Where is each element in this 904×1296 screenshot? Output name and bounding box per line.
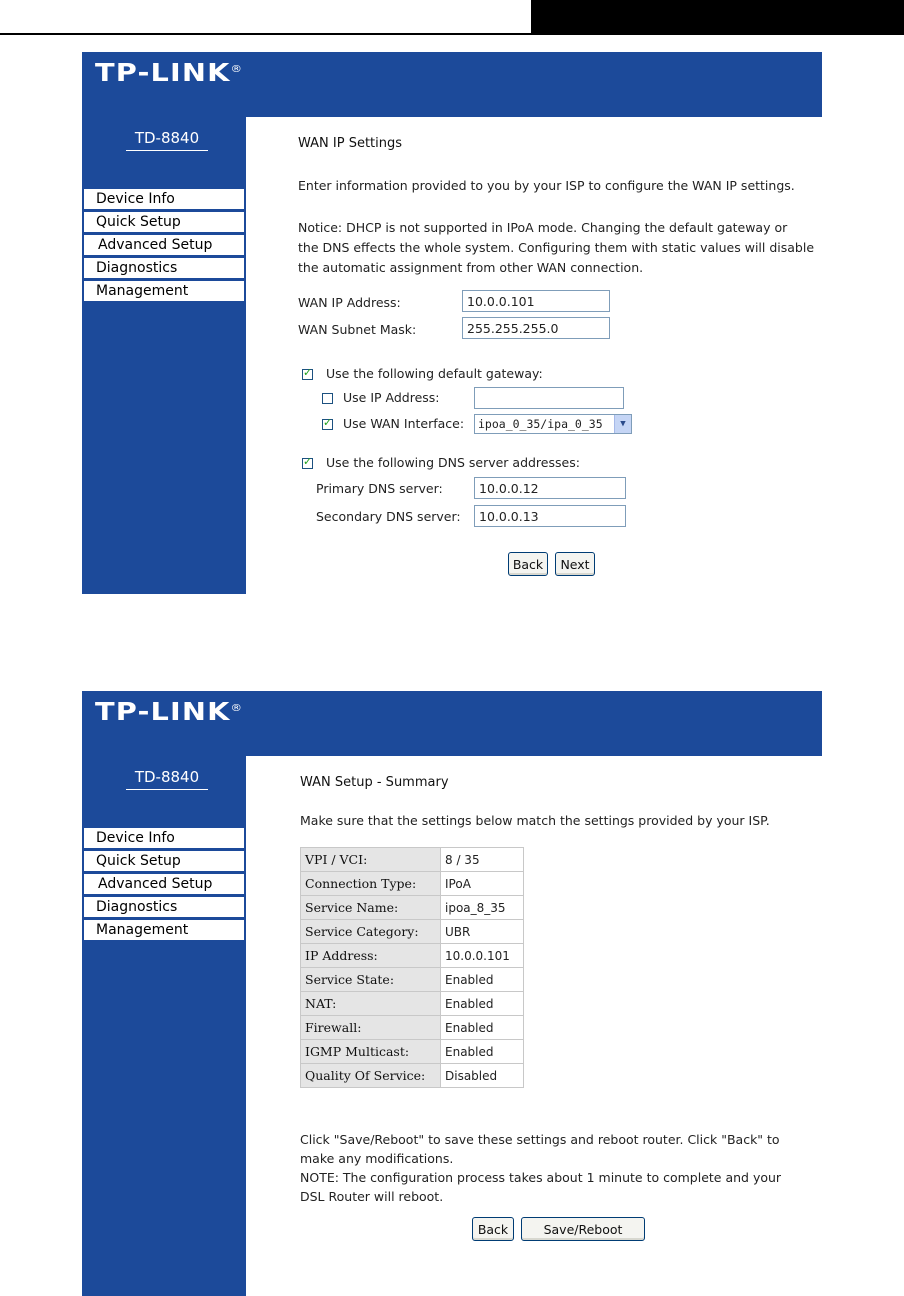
summary-value: Enabled (441, 1016, 524, 1040)
wan-ip-input[interactable] (462, 290, 610, 312)
nav-quick-setup[interactable]: Quick Setup (84, 851, 244, 871)
table-row (301, 920, 524, 944)
nav-device-info[interactable]: Device Info (84, 828, 244, 848)
table-row (301, 896, 524, 920)
summary-key: Service State: (301, 968, 441, 992)
nav-quick-setup[interactable]: Quick Setup (84, 212, 244, 232)
dns-server-label: Use the following DNS server addresses: (326, 455, 580, 470)
wan-ip-label: WAN IP Address: (298, 295, 401, 310)
summary-key: NAT: (301, 992, 441, 1016)
page-title: WAN Setup - Summary (300, 775, 449, 790)
secondary-dns-input[interactable] (474, 505, 626, 527)
tp-link-logo: TP-LINK® (95, 697, 244, 726)
sidebar-nav (84, 828, 244, 943)
wan-interface-select[interactable]: ipoa_0_35/ipa_0_35 ▼ (474, 414, 632, 434)
sidebar (82, 117, 246, 594)
content-area (246, 756, 822, 1296)
summary-value: Disabled (441, 1064, 524, 1088)
summary-key: Quality Of Service: (301, 1064, 441, 1088)
nav-diagnostics[interactable]: Diagnostics (84, 897, 244, 917)
table-row (301, 968, 524, 992)
summary-key: IGMP Multicast: (301, 1040, 441, 1064)
table-row (301, 848, 524, 872)
secondary-dns-label: Secondary DNS server: (316, 509, 461, 524)
use-ip-address-checkbox[interactable] (322, 393, 333, 404)
table-row (301, 1064, 524, 1088)
model-name: TD-8840 (126, 129, 208, 151)
summary-value: ipoa_8_35 (441, 896, 524, 920)
nav-device-info[interactable]: Device Info (84, 189, 244, 209)
summary-key: VPI / VCI: (301, 848, 441, 872)
nav-diagnostics[interactable]: Diagnostics (84, 258, 244, 278)
sidebar (82, 756, 246, 1296)
summary-key: IP Address: (301, 944, 441, 968)
summary-value: Enabled (441, 992, 524, 1016)
summary-key: Firewall: (301, 1016, 441, 1040)
summary-value: Enabled (441, 968, 524, 992)
nav-advanced-setup[interactable]: Advanced Setup (84, 874, 244, 894)
primary-dns-label: Primary DNS server: (316, 481, 443, 496)
sidebar-nav (84, 189, 244, 304)
table-row (301, 992, 524, 1016)
content-area (246, 117, 822, 594)
table-row (301, 1040, 524, 1064)
summary-key: Service Category: (301, 920, 441, 944)
dns-server-checkbox[interactable] (302, 458, 313, 469)
footer-note: Click "Save/Reboot" to save these settings and reboot router. Click "Back" to make any modifications. NOTE: The configuration process takes about 1 minute to complete and your DSL Router will reboot. (300, 1132, 782, 1204)
primary-dns-input[interactable] (474, 477, 626, 499)
nav-management[interactable]: Management (84, 920, 244, 940)
subnet-mask-input[interactable] (462, 317, 610, 339)
table-row (301, 872, 524, 896)
use-ip-address-label: Use IP Address: (343, 390, 440, 405)
use-wan-interface-label: Use WAN Interface: (343, 416, 465, 431)
document-header-bar (531, 0, 904, 35)
wan-ip-settings-screen (82, 52, 822, 594)
intro-text: Make sure that the settings below match the settings provided by your ISP. (300, 813, 770, 828)
save-reboot-button[interactable]: Save/Reboot (521, 1217, 645, 1241)
model-name: TD-8840 (126, 768, 208, 790)
tp-link-logo: TP-LINK® (95, 58, 244, 87)
chevron-down-icon[interactable]: ▼ (614, 415, 631, 433)
default-gateway-checkbox[interactable] (302, 369, 313, 380)
summary-value: 8 / 35 (441, 848, 524, 872)
default-gateway-label: Use the following default gateway: (326, 366, 543, 381)
nav-management[interactable]: Management (84, 281, 244, 301)
summary-value: 10.0.0.101 (441, 944, 524, 968)
subnet-mask-label: WAN Subnet Mask: (298, 322, 417, 337)
gateway-ip-input[interactable] (474, 387, 624, 409)
summary-table (300, 847, 524, 1088)
summary-key: Connection Type: (301, 872, 441, 896)
table-row (301, 1016, 524, 1040)
header-banner (82, 52, 822, 117)
summary-value: UBR (441, 920, 524, 944)
nav-advanced-setup[interactable]: Advanced Setup (84, 235, 244, 255)
summary-key: Service Name: (301, 896, 441, 920)
summary-value: IPoA (441, 872, 524, 896)
back-button[interactable]: Back (508, 552, 548, 576)
intro-text: Enter information provided to you by your ISP to configure the WAN IP settings. (298, 178, 795, 193)
next-button[interactable]: Next (555, 552, 595, 576)
back-button[interactable]: Back (472, 1217, 514, 1241)
summary-value: Enabled (441, 1040, 524, 1064)
page-title: WAN IP Settings (298, 136, 403, 151)
use-wan-interface-checkbox[interactable] (322, 419, 333, 430)
header-banner (82, 691, 822, 756)
notice-text: Notice: DHCP is not supported in IPoA mode. Changing the default gateway or the DNS effects the whole system. Configuring them with static values will disable the automatic assignment from other WAN connection. (298, 220, 815, 275)
wan-setup-summary-screen (82, 691, 822, 1296)
table-row (301, 944, 524, 968)
